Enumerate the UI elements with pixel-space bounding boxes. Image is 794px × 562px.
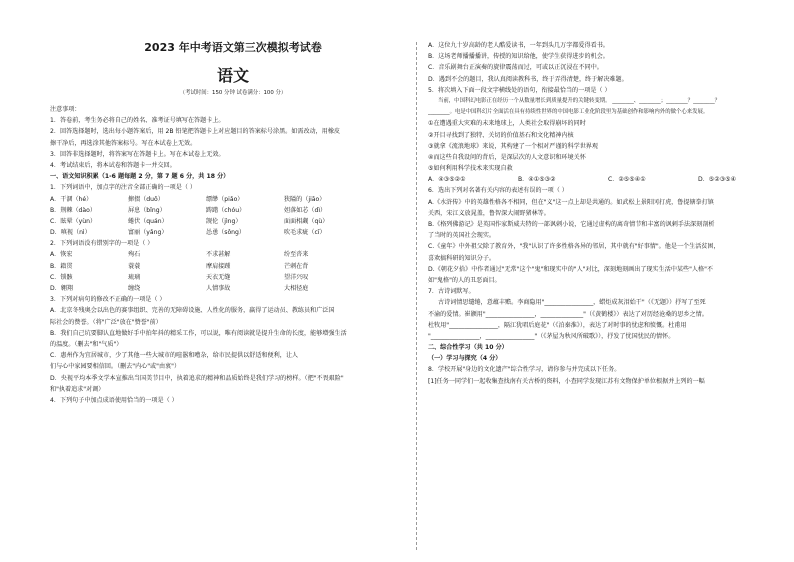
question-7-line: "________________，________________"（《茅屋为秋风所破歌》），抒发了忧国忧民的情怀。 [428, 332, 675, 340]
q2-option-cell: 蓑蓑 [128, 262, 141, 270]
question-3-line: B．我们自己坑要脚认直地做好手中拍年抖的精采工作，可以说，唯有阅读就是提升生命的长度，能够增强生活 [50, 329, 347, 337]
q1-option-cell: B．荆棘（dào） [50, 206, 96, 214]
question-2-options [50, 249, 416, 294]
question-6-line: B.《格列佛游记》是英国作家斯威夫特的一部讽刺小说，它通过虚构的离奇情节和丰富的讽刺手法深刻剖析 [428, 221, 715, 228]
question-7: 7．古诗词默写。 [428, 288, 475, 296]
q2-option-cell: A．恢宏 [50, 251, 73, 259]
question-7-line: 不渝的爱情。崔颢用"________________，______________"（《黄鹤楼》）表达了对历经沧桑的思乡之情。 [428, 310, 708, 318]
question-5-passage: ________。电是中国科幻片全面活在具有持续性世界的中国电影工业化阶段里为基础创作和影响内外的做个心来发展。 [428, 109, 709, 116]
question-6-line: D.《朝花夕拾》中作者通过"无常"这个"鬼"和现实中的"人"对比，深刻地刻画出了现实生活中某些"人格"不 [428, 265, 713, 273]
note-line: 1．答卷前，考生务必将自己的姓名、准考证号填写在答题卡上。 [50, 117, 225, 125]
q1-option-cell: D．嗔视（nì） [50, 229, 91, 237]
question-2: 2．下列词语没有错别字的一项是（ ） [50, 240, 154, 248]
q1-option-cell: C．眩晕（yùn） [50, 217, 97, 225]
q2-option-cell: 望洋兴叹 [284, 273, 309, 281]
q2-option-row [50, 249, 416, 260]
question-4-option: B．这场老师播播播讲，传授的知识给他，使学生获得进步的机会。 [428, 53, 609, 61]
q1-option-cell: 撺掇（duō） [128, 195, 164, 203]
q1-option-cell: 富丽（yǎng） [128, 229, 168, 237]
question-3-line: A．北京冬残奥会以出色的赛事组织、完善的无障碍设施、人性化的服务，赢得了运动员、教练员和广泛国 [50, 307, 335, 315]
notes-heading: 注意事项： [50, 106, 81, 113]
q1-option-row [50, 194, 416, 205]
note-line: 4．考试结束后，将本试卷和答题卡一并交回。 [50, 161, 176, 169]
question-3: 3．下列对病句的修改不正确的一项是（ ） [50, 296, 166, 304]
question-5: 5．将次填入下面一段文字横线处的语句，衔接最恰当的一项是（ ） [428, 86, 611, 94]
q1-option-cell: 缥缈（piǎo） [206, 195, 244, 203]
q2-option-row [50, 272, 416, 283]
question-1-options [50, 194, 416, 239]
q1-option-cell: A．干涸（hé） [50, 195, 93, 203]
q1-option-row [50, 205, 416, 216]
q1-option-row [50, 216, 416, 227]
q1-option-cell: 觊伦（jìng） [206, 217, 242, 225]
question-5-item: ⑤如何利用科学技术来实现自救 [428, 165, 513, 173]
section-2-heading: 二、综合性学习（共 10 分） [428, 344, 508, 352]
q1-option-row [50, 227, 416, 238]
question-6-line: C.《童年》中外祖父除了教育外，"我"认识了许多性格各异的邻居，其中就有"好事情"。他是一个生活贫困， [428, 243, 720, 251]
question-3-line: 们与心中家园要相信回。（删去"内心"或"由衷"） [50, 363, 181, 371]
question-6-line: 喜欢搞科研的知识分子。 [428, 254, 496, 262]
question-6-line: 关西，宋江义放晁盖，鲁智深大闹野猪林等。 [428, 209, 550, 217]
question-5-item: ③就拿《流浪地球》来说，其构建了一个相对严谨的科学世界观 [428, 142, 598, 150]
q1-option-cell: 狭隘的（jiāo） [284, 195, 326, 203]
q1-option-cell: 妲落如芯（dì） [284, 206, 327, 214]
q1-option-cell: 蜷伏（quán） [128, 217, 168, 225]
q2-option-cell: 天衣无缝 [206, 273, 231, 281]
question-3-line: 的温度。（删去"和"气质"） [50, 340, 123, 348]
q2-option-cell: 摩肩接踵 [206, 262, 231, 270]
q2-option-cell: 大相径庭 [284, 285, 309, 292]
q1-option-cell: 屏息（bǐng） [128, 206, 166, 214]
option-a: A．④③⑤②① [428, 176, 466, 184]
question-3-line: D．央视平均本季文学本宣推出当国美节目中，执着追求的精神和品质始终是我们学习的榜样。（把"不畏艰险" [50, 374, 344, 382]
q2-option-row [50, 283, 416, 294]
subject-title: 语文 [216, 66, 249, 85]
q2-option-cell: 缠绕 [128, 285, 141, 292]
q2-option-cell: B．籍贯 [50, 262, 73, 270]
q2-option-cell: 芒刺在背 [284, 262, 309, 270]
q2-option-cell: C．锁骸 [50, 273, 73, 281]
question-6-line: A.《水浒传》中的英雄性格各不相同，但在"义"这一点上却是共通的。如武松上景阳冈打虎，鲁提辖拳打镇 [428, 198, 714, 206]
question-6: 6．选出下列对名著有关内容的表述有误的一项（ ） [428, 187, 568, 195]
question-7-line: 杜牧用"________________，隔江犹唱后庭花"（《泊秦淮》），表达了对时事的忧虑和愤慨。杜甫用 [428, 321, 687, 329]
question-1: 1．下列词语中，加点字的注音全部正确的一项是（ ） [50, 184, 196, 192]
question-3-line: C．惠州作为宜居城市，少了其他一些大城市的喧嚣和嘈杂，给市民提供以舒适和便利，让人 [50, 352, 299, 360]
question-8: 8．学校开展"身边的文化遗产"综合性学习，请你参与并完成以下任务。 [428, 366, 621, 374]
option-b: B．④①⑤③② [518, 176, 556, 184]
question-5-item: ②开目寻找到了独特、关切的价值基石和文化精神内核 [428, 131, 574, 139]
q2-option-cell: 人情事故 [206, 285, 231, 292]
question-4-option: D．遇到不会的题目，我认真阅读教科书，终于弄得清楚，终于解决难题。 [428, 75, 628, 83]
question-4: 4．下列句子中加点成语使用恰当的一项是（ ） [50, 396, 178, 404]
option-d: D．⑤②③⑤④ [698, 176, 737, 184]
option-c: C．②⑤⑤④① [608, 176, 646, 184]
question-6-line: 了当时的英国社会现实。 [428, 232, 496, 240]
question-3-line: 际社会的赞誉。（将"广泛"放在"赞誉"前） [50, 318, 162, 326]
question-3-line: 和"执着追求"对调） [50, 385, 105, 393]
q2-option-row [50, 261, 416, 272]
question-4-option: A．这位九十岁高龄的老人酷爱读书，一年到头几万字都爱得看书。 [428, 42, 609, 49]
right-column [428, 40, 790, 387]
exam-title: 2023 年中考语文第三次模拟考试卷 [144, 41, 322, 54]
note-line: 2．回答选择题时，选出每小题答案后，用 2B 铅笔把答题卡上对应题目的答案标号涂黑。如需改动，用橡皮 [50, 128, 341, 136]
note-line: 擦干净后，再选涂其他答案标号。写在本试卷上无效。 [50, 139, 197, 147]
q2-option-cell: D．翱翔 [50, 285, 73, 292]
exam-meta: （考试时间：150 分钟 试卷满分：100 分） [179, 90, 287, 96]
question-4-option: C．音乐剧舞台正演奏的旋律震荡而过，可或以正沉浸在不同中。 [428, 64, 603, 72]
note-line: 3．回答非选择题时，将答案写在答题卡上。写在本试卷上无效。 [50, 150, 225, 158]
question-5-passage: 当前，中国科幻电影正在经历一个从数量增长到质量提升的关键转变期。 ________、________；________？________？ [438, 97, 721, 104]
q1-option-cell: 踌躇（chóu） [206, 206, 246, 214]
column-divider [416, 42, 417, 550]
q2-option-cell: 殉石 [128, 251, 141, 259]
question-7-line: 古诗词情思缱绻，意蕴丰赡。李商隐用"________________，蜡炬成灰泪始干"（《无题》）抒写了至死 [438, 299, 706, 307]
question-5-options [428, 174, 790, 185]
question-5-item: ④而这些自我设问的背后，是深层次的人文意识和环境关怀 [428, 153, 586, 161]
q2-option-cell: 纷至沓来 [284, 251, 309, 259]
question-5-item: ①在遭遇重大灾难的未来地球上，人类社会取得崩坏的同时 [428, 120, 586, 128]
q1-option-cell: 面面相觑（qù） [284, 217, 329, 225]
question-6-line: 如"鬼格"的人的丑恶面目。 [428, 276, 501, 284]
q2-option-cell: 不求甚解 [206, 251, 231, 259]
section-1-heading: 一、语文知识积累（1-6 题每题 2 分，第 7 题 6 分，共 18 分） [50, 173, 230, 181]
q1-option-cell: 吹毛求疵（cī） [284, 229, 326, 237]
q1-option-cell: 怂恿（sǒng） [206, 229, 246, 237]
subsection-heading: （一）学习与探究（4 分） [428, 355, 502, 363]
q2-option-cell: 琉璃 [128, 273, 141, 281]
question-8-line: [1]任务一同学们一起收集查找南有关古桥的资料，小查同学发现江苏有文物保护单位根据并上列的一幅 [428, 377, 705, 385]
left-column [50, 36, 416, 406]
